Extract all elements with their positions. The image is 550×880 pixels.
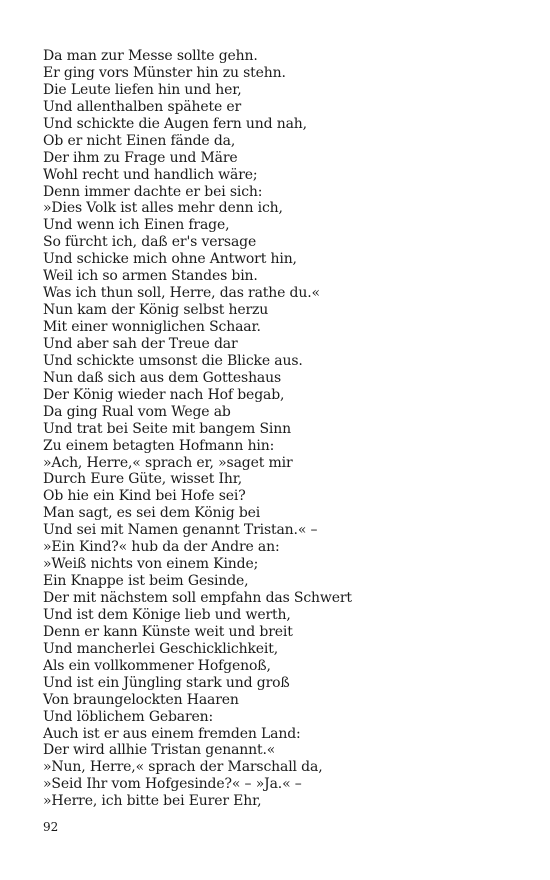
verse-text-block — [43, 48, 523, 810]
verse-line: Der mit nächstem soll empfahn das Schwert — [43, 590, 352, 606]
verse-line: Und ist ein Jüngling stark und groß — [43, 674, 290, 691]
verse-line: So fürcht ich, daß er's versage — [43, 234, 257, 251]
verse-line: Denn immer dachte er bei sich: — [43, 183, 263, 200]
verse-line: Was ich thun soll, Herre, das rathe du.« — [43, 285, 320, 302]
verse-line: Durch Eure Güte, wisset Ihr, — [43, 471, 243, 488]
verse-line: Und aber sah der Treue dar — [43, 335, 238, 352]
verse-line: Ob er nicht Einen fände da, — [43, 132, 236, 149]
verse-line: »Ach, Herre,« sprach er, »saget mir — [43, 454, 293, 471]
verse-line: Nun kam der König selbst herzu — [43, 302, 269, 319]
verse-line: Mit einer wonniglichen Schaar. — [43, 319, 261, 335]
verse-line: Und mancherlei Geschicklichkeit, — [43, 640, 279, 657]
verse-line: Und sei mit Namen genannt Tristan.« – — [43, 522, 318, 539]
verse-line: Und löblichem Gebaren: — [43, 708, 214, 725]
verse-line: »Nun, Herre,« sprach der Marschall da, — [43, 759, 323, 776]
verse-line: Da man zur Messe sollte gehn. — [43, 48, 258, 64]
verse-line: Und schickte die Augen fern und nah, — [43, 115, 307, 132]
verse-line: Die Leute liefen hin und her, — [43, 81, 242, 98]
verse-line: »Ein Kind?« hub da der Andre an: — [43, 539, 280, 556]
verse-line: Und ist dem Könige lieb und werth, — [43, 606, 291, 623]
verse-line: Wohl recht und handlich wäre; — [43, 166, 258, 183]
verse-line: »Weiß nichts von einem Kinde; — [43, 556, 259, 573]
verse-line: Und wenn ich Einen frage, — [43, 217, 230, 234]
verse-line: Ein Knappe ist beim Gesinde, — [43, 573, 249, 590]
verse-line: Und schickte umsonst die Blicke aus. — [43, 352, 303, 369]
verse-line: »Dies Volk ist alles mehr denn ich, — [43, 200, 283, 217]
verse-line: Ob hie ein Kind bei Hofe sei? — [43, 488, 246, 505]
verse-line: »Herre, ich bitte bei Eurer Ehr, — [43, 793, 262, 810]
verse-line: Und trat bei Seite mit bangem Sinn — [43, 420, 291, 437]
verse-line: Nun daß sich aus dem Gotteshaus — [43, 369, 282, 386]
verse-line: Und allenthalben spähete er — [43, 98, 242, 115]
verse-line: Auch ist er aus einem fremden Land: — [43, 725, 301, 742]
verse-line: Zu einem betagten Hofmann hin: — [43, 437, 275, 454]
verse-line: Weil ich so armen Standes bin. — [43, 268, 258, 285]
page-number: 92 — [43, 820, 59, 834]
verse-line: »Seid Ihr vom Hofgesinde?« – »Ja.« – — [43, 776, 302, 793]
verse-line: Der König wieder nach Hof begab, — [43, 386, 285, 403]
verse-line: Da ging Rual vom Wege ab — [43, 403, 231, 420]
verse-line: Denn er kann Künste weit und breit — [43, 623, 293, 640]
verse-line: Er ging vors Münster hin zu stehn. — [43, 64, 286, 81]
verse-line: Der wird allhie Tristan genannt.« — [43, 742, 276, 759]
verse-line: Der ihm zu Frage und Märe — [43, 149, 238, 166]
verse-line: Als ein vollkommener Hofgenoß, — [43, 657, 271, 674]
verse-line: Und schicke mich ohne Antwort hin, — [43, 251, 297, 268]
verse-line: Von braungelockten Haaren — [43, 691, 239, 708]
verse-line: Man sagt, es sei dem König bei — [43, 505, 261, 522]
